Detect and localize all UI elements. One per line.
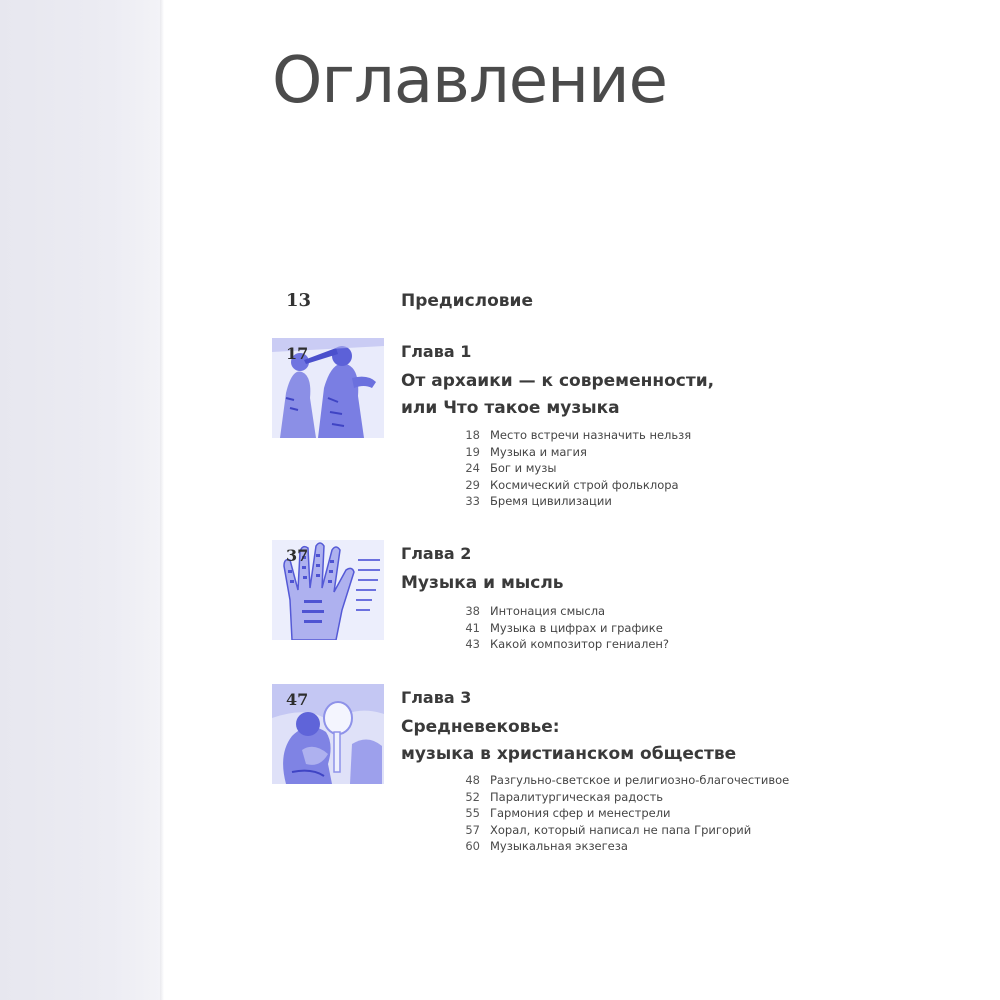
chapter-3-title[interactable]: Средневековье: музыка в христианском обществе: [401, 717, 737, 764]
section-item[interactable]: [452, 788, 789, 805]
section-page: 48: [465, 773, 480, 787]
section-item[interactable]: [452, 619, 669, 636]
section-item[interactable]: [452, 635, 669, 652]
section-title: Интонация смысла: [490, 604, 606, 618]
chapter-1: [272, 338, 832, 518]
chapter-2-page-number[interactable]: 37: [286, 546, 309, 565]
section-title: Музыка в цифрах и графике: [490, 620, 663, 635]
section-item[interactable]: [452, 492, 691, 509]
chapter-3-sections: [452, 771, 789, 854]
section-title: Какой композитор гениален?: [490, 637, 670, 651]
section-page: 57: [465, 822, 480, 837]
preface-title[interactable]: Предисловие: [401, 291, 533, 311]
section-page: 43: [465, 637, 480, 651]
chapter-2-title[interactable]: Музыка и мысль: [401, 573, 564, 593]
chapter-1-label[interactable]: Глава 1: [401, 342, 472, 361]
section-title: Разгульно-светское и религиозно-благочестивое: [490, 773, 790, 787]
chapter-2-label[interactable]: Глава 2: [401, 544, 472, 563]
chapter-2-sections: [452, 602, 669, 652]
section-title: Бог и музы: [490, 461, 557, 475]
section-title: Место встречи назначить нельзя: [490, 428, 692, 442]
section-page: 60: [465, 839, 480, 853]
chapter-3: [272, 684, 832, 859]
section-page: 18: [465, 428, 480, 442]
section-item[interactable]: [452, 804, 789, 821]
chapter-2: [272, 540, 832, 660]
section-title: Гармония сфер и менестрели: [490, 806, 671, 820]
chapter-1-sections: [452, 426, 691, 509]
section-title: Музыкальная экзегеза: [490, 839, 628, 853]
section-item[interactable]: [452, 602, 669, 619]
section-page: 55: [465, 806, 480, 820]
section-title: Космический строй фольклора: [490, 477, 679, 492]
section-item[interactable]: [452, 837, 789, 854]
section-title: Хорал, который написал не папа Григорий: [490, 822, 752, 837]
section-page: 24: [465, 461, 480, 475]
section-page: 52: [465, 789, 480, 804]
section-item[interactable]: [452, 821, 789, 838]
section-item[interactable]: [452, 459, 691, 476]
section-page: 19: [465, 444, 480, 459]
section-page: 41: [465, 620, 480, 635]
section-title: Паралитургическая радость: [490, 789, 664, 804]
chapter-1-page-number[interactable]: 17: [286, 344, 309, 363]
section-page: 38: [465, 604, 480, 618]
section-page: 33: [465, 494, 480, 508]
chapter-3-label[interactable]: Глава 3: [401, 688, 472, 707]
section-item[interactable]: [452, 771, 789, 788]
section-title: Бремя цивилизации: [490, 494, 612, 508]
page-title: Оглавление: [272, 44, 667, 118]
preface-page-number[interactable]: 13: [286, 290, 312, 311]
section-item[interactable]: [452, 443, 691, 460]
page-gutter: [0, 0, 160, 1000]
section-page: 29: [465, 477, 480, 492]
section-item[interactable]: [452, 476, 691, 493]
chapter-3-page-number[interactable]: 47: [286, 690, 309, 709]
section-item[interactable]: [452, 426, 691, 443]
gutter-edge: [160, 0, 164, 1000]
section-title: Музыка и магия: [490, 444, 587, 459]
chapter-1-title[interactable]: От архаики — к современности, или Что такое музыка: [401, 371, 715, 418]
